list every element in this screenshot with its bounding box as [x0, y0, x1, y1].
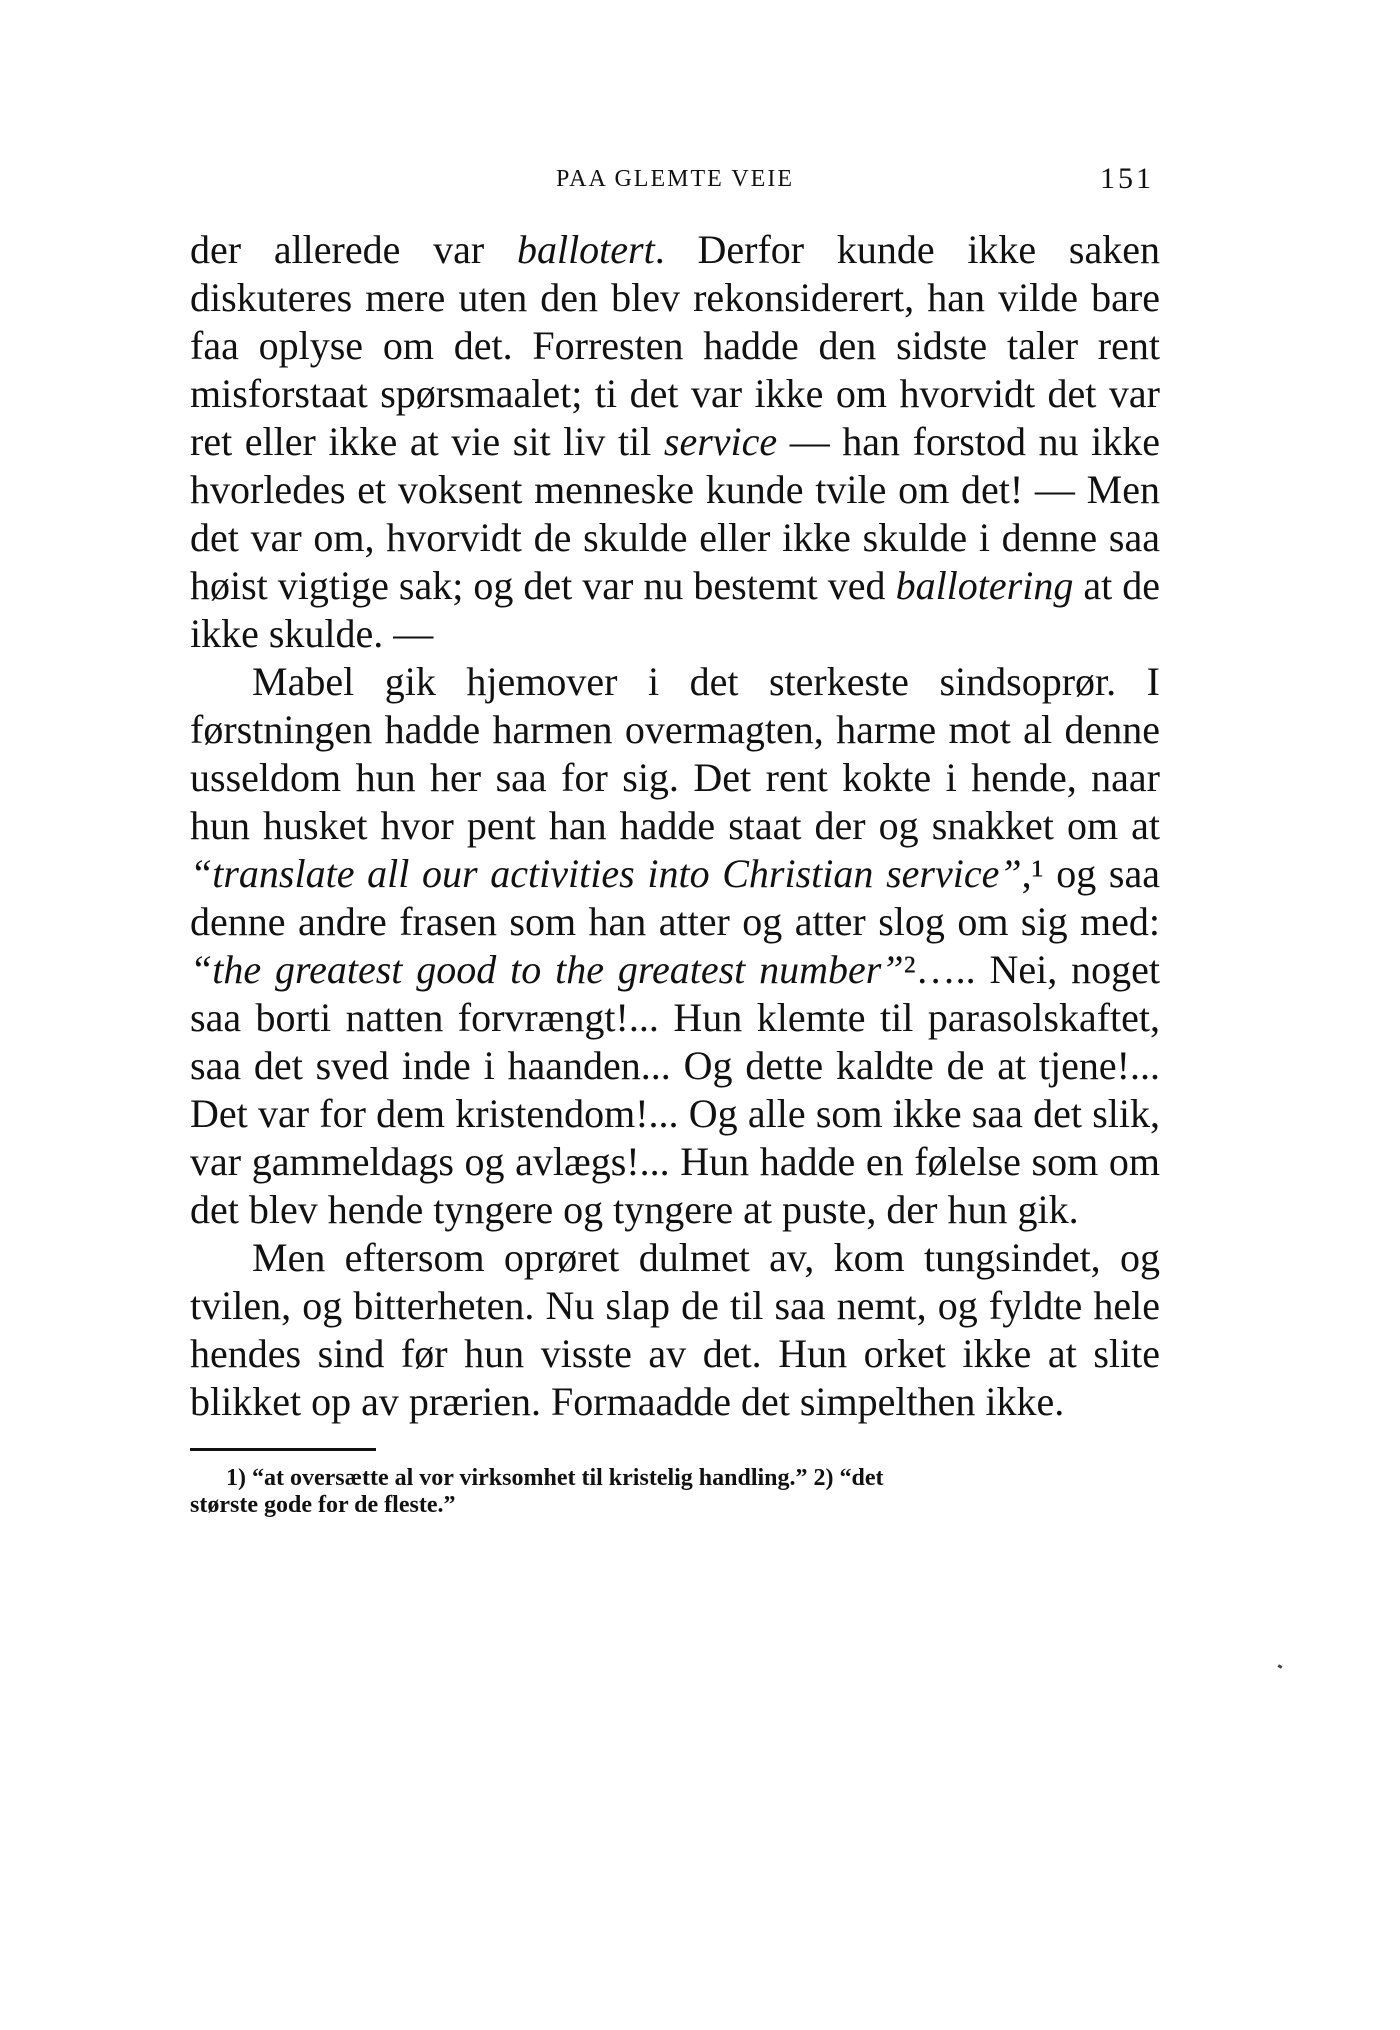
italic-phrase: ballotering [895, 563, 1074, 608]
italic-phrase: “translate all our activities into Christian service” [190, 851, 1022, 896]
text-run: . Derfor kunde ikke saken diskuteres mere uten den blev rekonsiderert, han vilde bare faa oplyse om det. Forresten hadde den sidste taler rent misforstaat spørsmaalet; ti det var ikke om hvorvidt det var ret eller ikke at vie sit liv til [190, 227, 1161, 464]
text-run: — han forstod nu ikke hvorledes et voksent menneske kunde tvile om det! — Men det var om, hvorvidt de skulde eller ikke skulde i denne saa høist vigtige sak; og det var nu bestemt ved [190, 419, 1160, 608]
body-text [190, 226, 1160, 1426]
print-speck [1278, 1664, 1283, 1669]
text-run: Mabel gik hjemover i det sterkeste sindsoprør. I førstningen hadde harmen overmagten, harme mot al denne usseldom hun her saa for sig. Det rent kokte i hende, naar hun husket hvor pent han hadde staat der og snakket om at [190, 659, 1160, 848]
footnote-rule [190, 1448, 376, 1451]
italic-phrase: ballotert [516, 227, 655, 272]
text-run: ²….. Nei, noget saa borti natten forvrængt!... Hun klemte til parasolskaftet, saa det sved inde i haanden... Og dette kaldte de at tjene!... Det var for dem kristendom!... Og alle som ikke saa det slik, var gammeldags og avlægs!... Hun hadde en følelse som om det blev hende tyngere og tyngere at puste, der hun gik. [190, 947, 1160, 1232]
running-header [190, 160, 1160, 200]
book-page [190, 160, 1160, 1519]
footnote-line: største gode for de fleste.” [190, 1492, 456, 1518]
italic-phrase: service [663, 419, 778, 464]
paragraph [190, 1234, 1160, 1426]
footnotes [190, 1465, 1160, 1519]
footnote-line: 1) “at oversætte al vor virksomhet til kristelig handling.” 2) “det [226, 1465, 884, 1491]
text-run: Men eftersom oprøret dulmet av, kom tungsindet, og tvilen, og bitterheten. Nu slap de til saa nemt, og fyldte hele hendes sind før hun visste av det. Hun orket ikke at slite blikket op av prærien. Formaadde det simpelthen ikke. [190, 1235, 1160, 1424]
text-run: der allerede var [190, 227, 517, 272]
italic-phrase: “the greatest good to the greatest number” [190, 947, 904, 992]
text-run: at de ikke skulde. — [190, 563, 1160, 656]
running-title: PAA GLEMTE VEIE [555, 166, 794, 192]
paragraph [190, 658, 1160, 1234]
paragraph [190, 226, 1160, 658]
page-number: 151 [1100, 162, 1154, 195]
text-run: ,¹ og saa denne andre frasen som han atter og atter slog om sig med: [190, 851, 1160, 944]
